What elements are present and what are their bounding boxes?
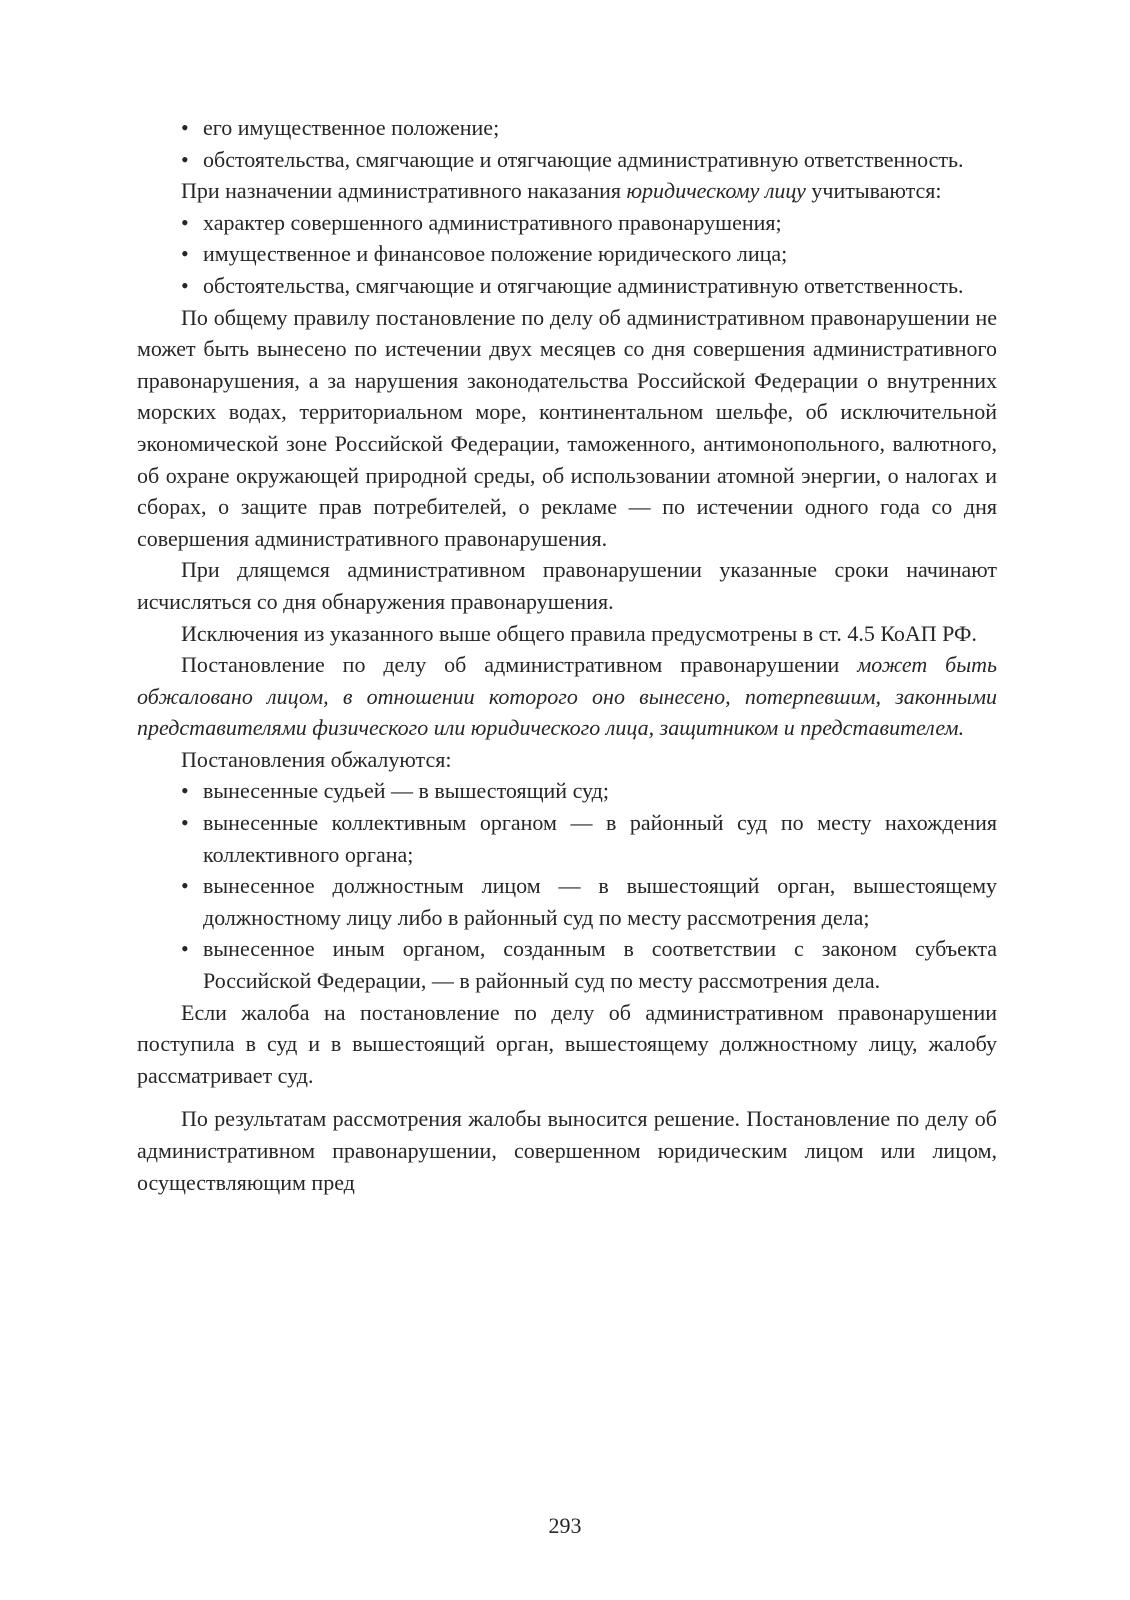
- paragraph: При длящемся административном правонарушении указанные сроки начинают исчисляться со дня обнаружения правонарушения.: [137, 557, 997, 614]
- paragraph-text: При назначении административного наказания: [181, 178, 627, 204]
- paragraph: [137, 175, 997, 207]
- list-item: • характер совершенного административного правонарушения;: [137, 207, 997, 239]
- list-item: • имущественное и финансовое положение юридического лица;: [137, 238, 997, 270]
- paragraph-text: Постановление по делу об административном правонарушении: [181, 652, 858, 678]
- list-item: • вынесенные судьей — в вышестоящий суд;: [137, 775, 997, 807]
- paragraph: Если жалоба на постановление по делу об административном правонарушении поступила в суд и в вышестоящий орган, вышестоящему должностному лицу, жалобу рассматривает суд.: [137, 999, 997, 1088]
- list-item: • вынесенное должностным лицом — в вышестоящий орган, вышестоящему должностному лицу либо в районный суд по месту рассмотрения дела;: [137, 870, 997, 933]
- list-item: • обстоятельства, смягчающие и отягчающие административную ответственность.: [137, 144, 997, 176]
- paragraph: [137, 649, 997, 744]
- list-item: • вынесенное иным органом, созданным в соответствии с законом субъекта Российской Федерации, — в районный суд по месту рассмотрения дела.: [137, 933, 997, 996]
- list-item: • вынесенные коллективным органом — в районный суд по месту нахождения коллективного органа;: [137, 807, 997, 870]
- bullet-list-appeals: [137, 775, 997, 996]
- bullet-list-legal-entity: [137, 207, 997, 302]
- list-item: • его имущественное положение;: [137, 112, 997, 144]
- paragraph: По результатам рассмотрения жалобы выносится решение. Постановление по делу об административном правонарушении, совершенном юридическим лицом или лицом, осуществляющим пред: [137, 1106, 997, 1195]
- paragraph: Постановления обжалуются:: [181, 746, 452, 772]
- bullet-list-individual: [137, 112, 997, 175]
- page-body: [137, 112, 997, 1198]
- paragraph: По общему правилу постановление по делу об административном правонарушении не может быть вынесено по истечении двух месяцев со дня совершения административного правонарушения, а за нарушения законодательства Российской Федерации о внутренних морских водах, территориальном море, континентальном шельфе, об исключительной экономической зоне Российской Федерации, таможенного, антимонопольного, валютного, об охране окружающей природной среды, об использовании атомной энергии, о налогах и сборах, о защите прав потребителей, о рекламе — по истечении одного года со дня совершения административного правонарушения.: [137, 304, 997, 551]
- emphasis-text: может быть обжаловано лицом, в отношении которого оно вынесено, потерпевшим, законными представителями физического или юридического лица, защитником и представителем.: [137, 652, 997, 741]
- emphasis-text: юридическому лицу: [626, 178, 806, 204]
- list-item: • обстоятельства, смягчающие и отягчающие административную ответственность.: [137, 270, 997, 302]
- paragraph-text: учитываются:: [805, 178, 942, 204]
- paragraph: Исключения из указанного выше общего правила предусмотрены в ст. 4.5 КоАП РФ.: [181, 620, 977, 646]
- page-number: 293: [548, 1513, 582, 1538]
